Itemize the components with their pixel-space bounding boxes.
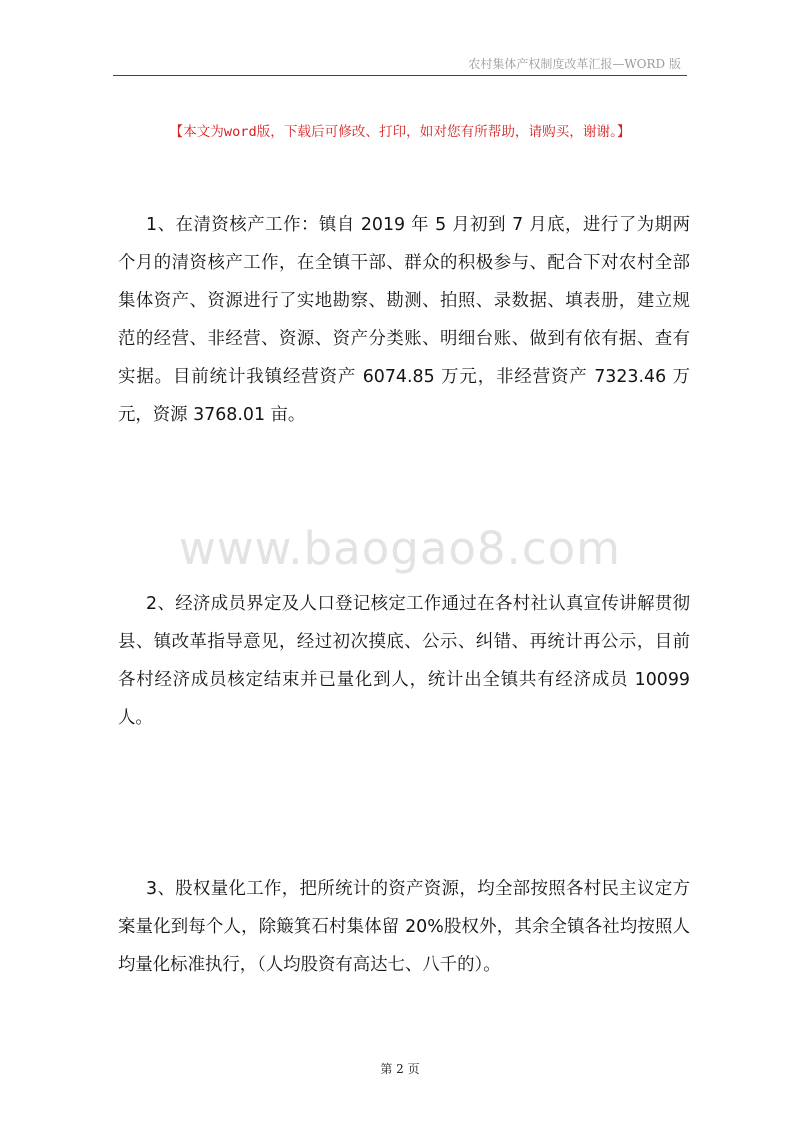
paragraph-asset-verification: 1、在清资核产工作：镇自 2019 年 5 月初到 7 月底，进行了为期两个月的清资核产工作，在全镇干部、群众的积极参与、配合下对农村全部集体资产、资源进行了实地勘察、勘测、拍照、录数据、填表册，建立规范的经营、非经营、资源、资产分类账、明细台账、做到有依有据、查有实据。目前统计我镇经营资产 6074.85 万元，非经营资产 7323.46 万元，资源 3768.01 亩。 — [118, 215, 690, 425]
page-number: 第 2 页 — [380, 1062, 420, 1076]
header-divider — [113, 75, 687, 76]
paragraph-member-registration: 2、经济成员界定及人口登记核定工作通过在各村社认真宣传讲解贯彻县、镇改革指导意见，经过初次摸底、公示、纠错、再统计再公示，目前各村经济成员核定结束并已量化到人，统计出全镇共有经济成员 10099 人。 — [118, 594, 690, 728]
paragraph-equity-quantification: 3、股权量化工作，把所统计的资产资源，均全部按照各村民主议定方案量化到每个人，除簸箕石村集体留 20%股权外，其余全镇各社均按照人均量化标准执行，（人均股资有高达七、八千的）。 — [118, 879, 690, 975]
watermark: www.baogao8.com — [179, 522, 621, 575]
header-title: 农村集体产权制度改革汇报—WORD 版 — [468, 57, 681, 71]
purchase-notice: 【本文为word版，下载后可修改、打印，如对您有所帮助，请购买，谢谢。】 — [169, 124, 631, 140]
